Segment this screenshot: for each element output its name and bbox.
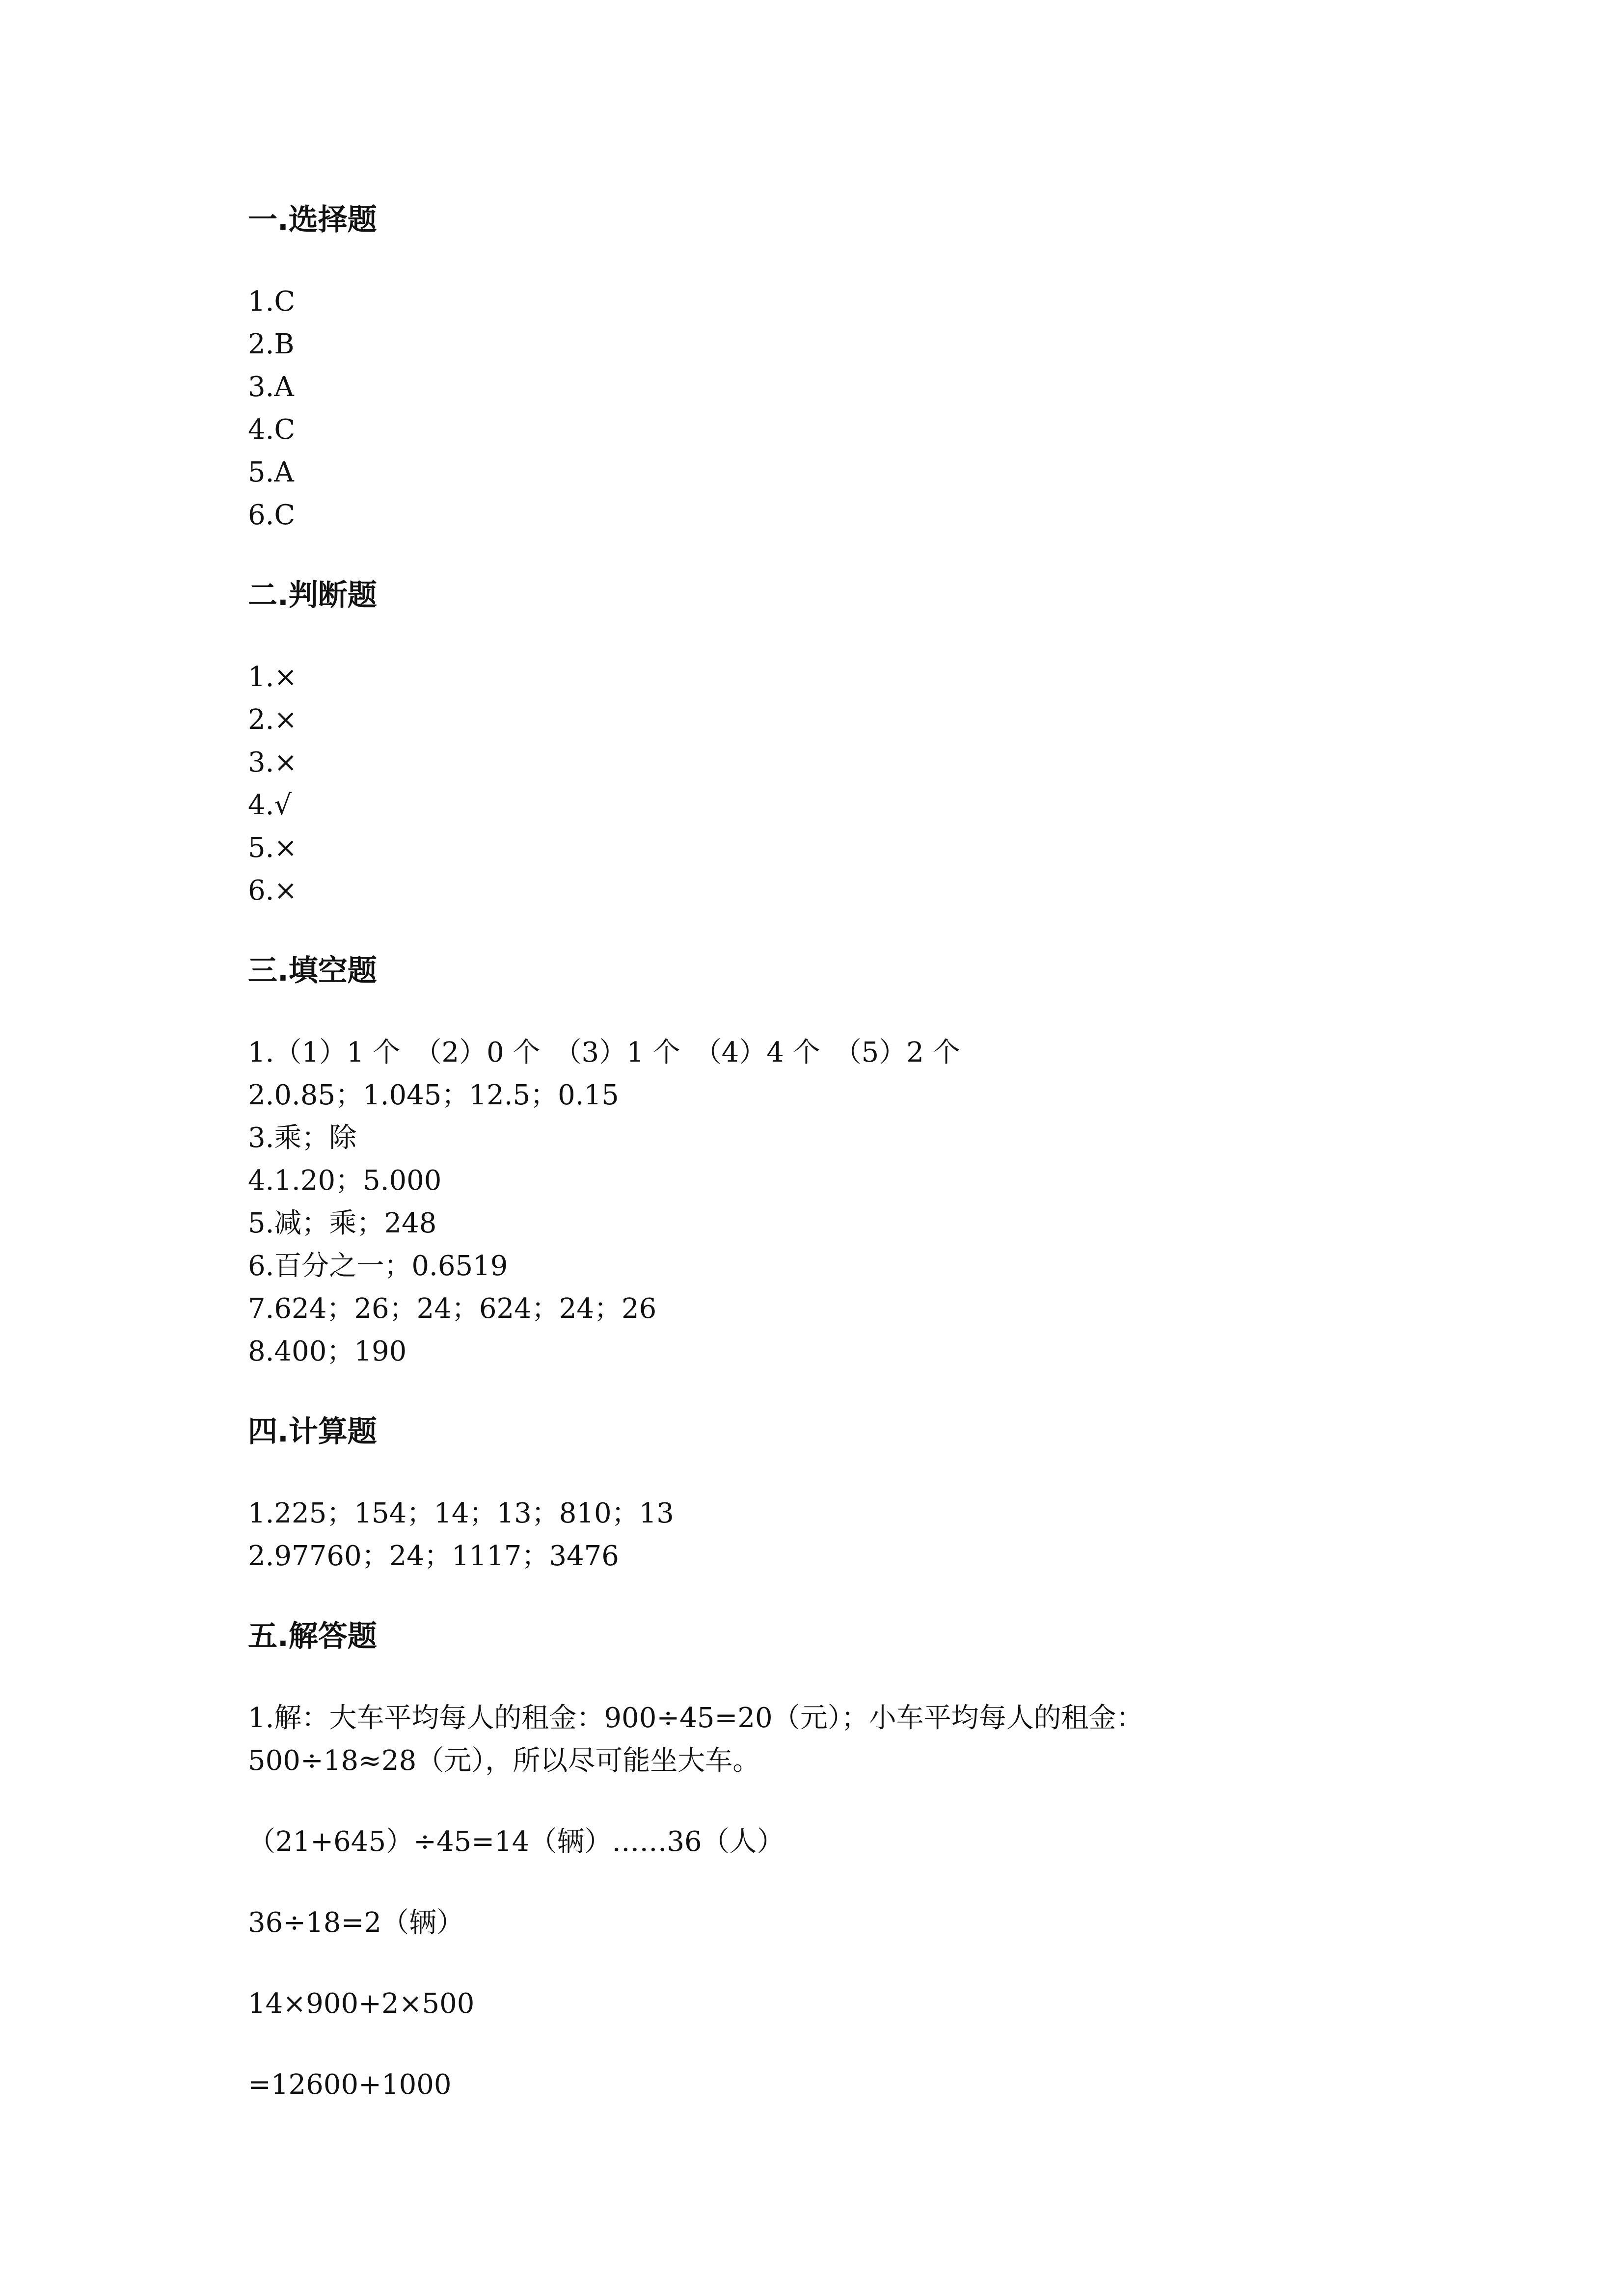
- choice-answer-2: 2.B: [248, 328, 295, 360]
- section-title-solution: 五.解答题: [248, 1619, 377, 1654]
- judgement-answer-2: 2.×: [248, 704, 298, 736]
- section-title-judgement: 二.判断题: [248, 578, 377, 613]
- solution-line-4: 36÷18=2（辆）: [248, 1907, 464, 1939]
- fill-answer-4: 4.1.20；5.000: [248, 1165, 442, 1197]
- fill-answer-5: 5.减；乘；248: [248, 1207, 437, 1239]
- fill-answer-2: 2.0.85；1.045；12.5；0.15: [248, 1079, 619, 1111]
- section-title-calculation: 四.计算题: [248, 1415, 377, 1449]
- section-title-fill-in: 三.填空题: [248, 954, 377, 988]
- choice-answer-3: 3.A: [248, 371, 294, 403]
- fill-answer-1: 1.（1）1 个 （2）0 个 （3）1 个 （4）4 个 （5）2 个: [248, 1037, 960, 1068]
- solution-line-3: （21+645）÷45=14（辆）……36（人）: [248, 1826, 785, 1858]
- section-title-choice: 一.选择题: [248, 203, 377, 237]
- judgement-answer-4: 4.√: [248, 789, 292, 821]
- fill-answer-8: 8.400；190: [248, 1335, 407, 1367]
- fill-answer-7: 7.624；26；24；624；24；26: [248, 1293, 657, 1325]
- choice-answer-6: 6.C: [248, 499, 296, 531]
- calc-answer-1: 1.225；154；14；13；810；13: [248, 1497, 674, 1529]
- judgement-answer-6: 6.×: [248, 875, 298, 907]
- solution-line-1: 1.解：大车平均每人的租金：900÷45=20（元）；小车平均每人的租金：: [248, 1702, 1144, 1734]
- solution-line-5: 14×900+2×500: [248, 1988, 475, 2020]
- choice-answer-5: 5.A: [248, 456, 294, 488]
- choice-answer-1: 1.C: [248, 286, 296, 318]
- fill-answer-6: 6.百分之一；0.6519: [248, 1250, 508, 1282]
- solution-line-2: 500÷18≈28（元），所以尽可能坐大车。: [248, 1745, 760, 1777]
- judgement-answer-5: 5.×: [248, 832, 298, 864]
- calc-answer-2: 2.97760；24；1117；3476: [248, 1540, 619, 1572]
- choice-answer-4: 4.C: [248, 414, 296, 446]
- fill-answer-3: 3.乘；除: [248, 1122, 357, 1154]
- solution-line-6: =12600+1000: [248, 2069, 452, 2101]
- judgement-answer-3: 3.×: [248, 747, 298, 778]
- judgement-answer-1: 1.×: [248, 661, 298, 693]
